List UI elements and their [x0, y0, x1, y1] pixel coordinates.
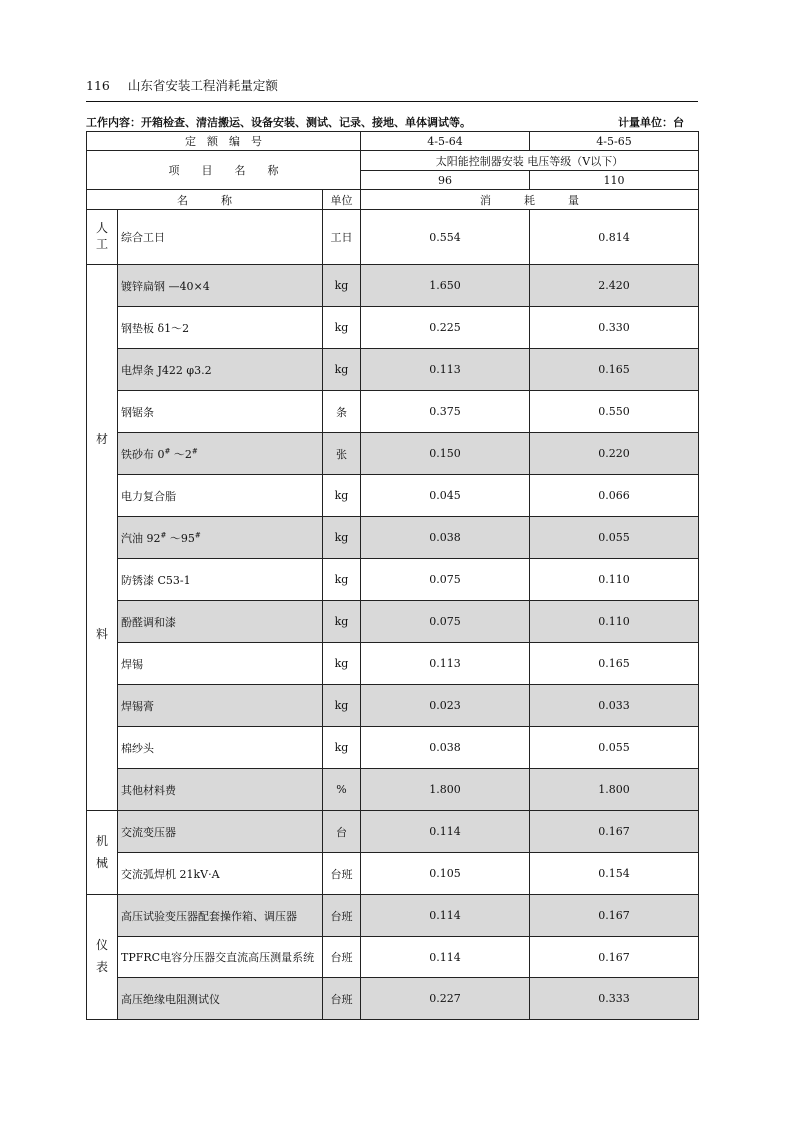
col-unit: 单位 — [323, 190, 361, 210]
item-unit: kg — [323, 349, 361, 391]
item-unit: kg — [323, 517, 361, 559]
quota-code-2: 4-5-65 — [530, 132, 699, 151]
category-label: 材 料 — [95, 431, 108, 642]
value-65: 0.814 — [530, 210, 699, 265]
table-row — [87, 978, 699, 1020]
item-name: 其他材料费 — [118, 769, 323, 811]
voltage-1: 96 — [361, 171, 530, 190]
item-unit: kg — [323, 685, 361, 727]
value-65: 0.055 — [530, 517, 699, 559]
table-row — [87, 349, 699, 391]
value-64: 0.554 — [361, 210, 530, 265]
item-name: 防锈漆 C53-1 — [118, 559, 323, 601]
value-65: 0.550 — [530, 391, 699, 433]
item-title-row — [87, 151, 699, 171]
column-header-row — [87, 190, 699, 210]
item-unit: 张 — [323, 433, 361, 475]
value-64: 0.045 — [361, 475, 530, 517]
value-64: 0.227 — [361, 978, 530, 1020]
table-row — [87, 601, 699, 643]
value-65: 1.800 — [530, 769, 699, 811]
item-unit: kg — [323, 265, 361, 307]
item-label: 项 目 名 称 — [87, 151, 361, 190]
item-name: 焊锡 — [118, 643, 323, 685]
value-64: 0.105 — [361, 853, 530, 895]
item-title: 太阳能控制器安装 电压等级（V以下） — [361, 151, 699, 171]
item-name: 交流变压器 — [118, 811, 323, 853]
page-header — [86, 76, 278, 94]
category-machine — [87, 811, 118, 895]
quota-code-1: 4-5-64 — [361, 132, 530, 151]
value-65: 0.110 — [530, 559, 699, 601]
table-row — [87, 853, 699, 895]
table-row — [87, 210, 699, 265]
item-unit: kg — [323, 601, 361, 643]
value-64: 0.375 — [361, 391, 530, 433]
value-64: 0.113 — [361, 643, 530, 685]
table-row — [87, 937, 699, 978]
value-64: 0.114 — [361, 811, 530, 853]
value-65: 0.033 — [530, 685, 699, 727]
value-64: 0.023 — [361, 685, 530, 727]
value-65: 0.167 — [530, 937, 699, 978]
value-65: 0.333 — [530, 978, 699, 1020]
table-row — [87, 475, 699, 517]
table-row — [87, 643, 699, 685]
value-64: 0.150 — [361, 433, 530, 475]
item-unit: 台班 — [323, 937, 361, 978]
table-row — [87, 769, 699, 811]
item-name: 钢锯条 — [118, 391, 323, 433]
item-name: 高压试验变压器配套操作箱、调压器 — [118, 895, 323, 937]
table-row — [87, 391, 699, 433]
value-65: 0.110 — [530, 601, 699, 643]
quota-table — [86, 131, 699, 1020]
book-title: 山东省安装工程消耗量定额 — [127, 78, 278, 93]
table-row — [87, 433, 699, 475]
table-row — [87, 685, 699, 727]
work-content-line — [86, 114, 684, 130]
category-material — [87, 265, 118, 811]
value-64: 0.114 — [361, 895, 530, 937]
quota-label: 定 额 编 号 — [87, 132, 361, 151]
category-label: 仪表 — [95, 938, 108, 974]
header-rule — [86, 101, 698, 102]
col-name: 名 称 — [87, 190, 323, 210]
item-unit: kg — [323, 559, 361, 601]
value-65: 0.220 — [530, 433, 699, 475]
value-64: 0.038 — [361, 517, 530, 559]
item-unit: kg — [323, 307, 361, 349]
item-name: 酚醛调和漆 — [118, 601, 323, 643]
category-label: 人工 — [95, 221, 108, 251]
voltage-2: 110 — [530, 171, 699, 190]
category-instrument — [87, 895, 118, 1020]
value-65: 0.167 — [530, 895, 699, 937]
item-name: 铁砂布 0# ～2# — [118, 433, 323, 475]
category-labor — [87, 210, 118, 265]
value-64: 0.225 — [361, 307, 530, 349]
value-64: 0.075 — [361, 559, 530, 601]
value-65: 0.330 — [530, 307, 699, 349]
table-row — [87, 811, 699, 853]
item-unit: 台班 — [323, 895, 361, 937]
value-64: 1.650 — [361, 265, 530, 307]
value-65: 0.066 — [530, 475, 699, 517]
value-64: 0.114 — [361, 937, 530, 978]
item-unit: 条 — [323, 391, 361, 433]
item-name: 焊锡膏 — [118, 685, 323, 727]
quota-code-row — [87, 132, 699, 151]
item-unit: 台班 — [323, 978, 361, 1020]
item-unit: kg — [323, 475, 361, 517]
item-name: 电力复合脂 — [118, 475, 323, 517]
item-unit: kg — [323, 643, 361, 685]
item-unit: 工日 — [323, 210, 361, 265]
item-unit: 台班 — [323, 853, 361, 895]
item-name: 高压绝缘电阻测试仪 — [118, 978, 323, 1020]
value-65: 0.167 — [530, 811, 699, 853]
value-65: 0.165 — [530, 643, 699, 685]
item-unit: % — [323, 769, 361, 811]
page-number: 116 — [86, 78, 110, 93]
table-row — [87, 559, 699, 601]
table-row — [87, 265, 699, 307]
item-name: 钢垫板 δ1～2 — [118, 307, 323, 349]
measure-unit: 计量单位：台 — [618, 116, 684, 129]
col-consume: 消 耗 量 — [361, 190, 699, 210]
item-unit: kg — [323, 727, 361, 769]
item-name: 棉纱头 — [118, 727, 323, 769]
item-name: 镀锌扁钢 —40×4 — [118, 265, 323, 307]
value-64: 0.038 — [361, 727, 530, 769]
value-64: 0.075 — [361, 601, 530, 643]
item-name: 汽油 92# ～95# — [118, 517, 323, 559]
item-unit: 台 — [323, 811, 361, 853]
value-65: 2.420 — [530, 265, 699, 307]
item-name: 交流弧焊机 21kV·A — [118, 853, 323, 895]
table-row — [87, 895, 699, 937]
table-row — [87, 727, 699, 769]
value-65: 0.055 — [530, 727, 699, 769]
value-65: 0.154 — [530, 853, 699, 895]
category-label: 机械 — [95, 833, 108, 870]
table-row — [87, 517, 699, 559]
value-65: 0.165 — [530, 349, 699, 391]
table-row — [87, 307, 699, 349]
value-64: 1.800 — [361, 769, 530, 811]
value-64: 0.113 — [361, 349, 530, 391]
item-name: 电焊条 J422 φ3.2 — [118, 349, 323, 391]
item-name: TPFRC电容分压器交直流高压测量系统 — [118, 937, 323, 978]
item-name: 综合工日 — [118, 210, 323, 265]
work-content: 工作内容：开箱检查、清洁搬运、设备安装、测试、记录、接地、单体调试等。 — [86, 116, 471, 129]
